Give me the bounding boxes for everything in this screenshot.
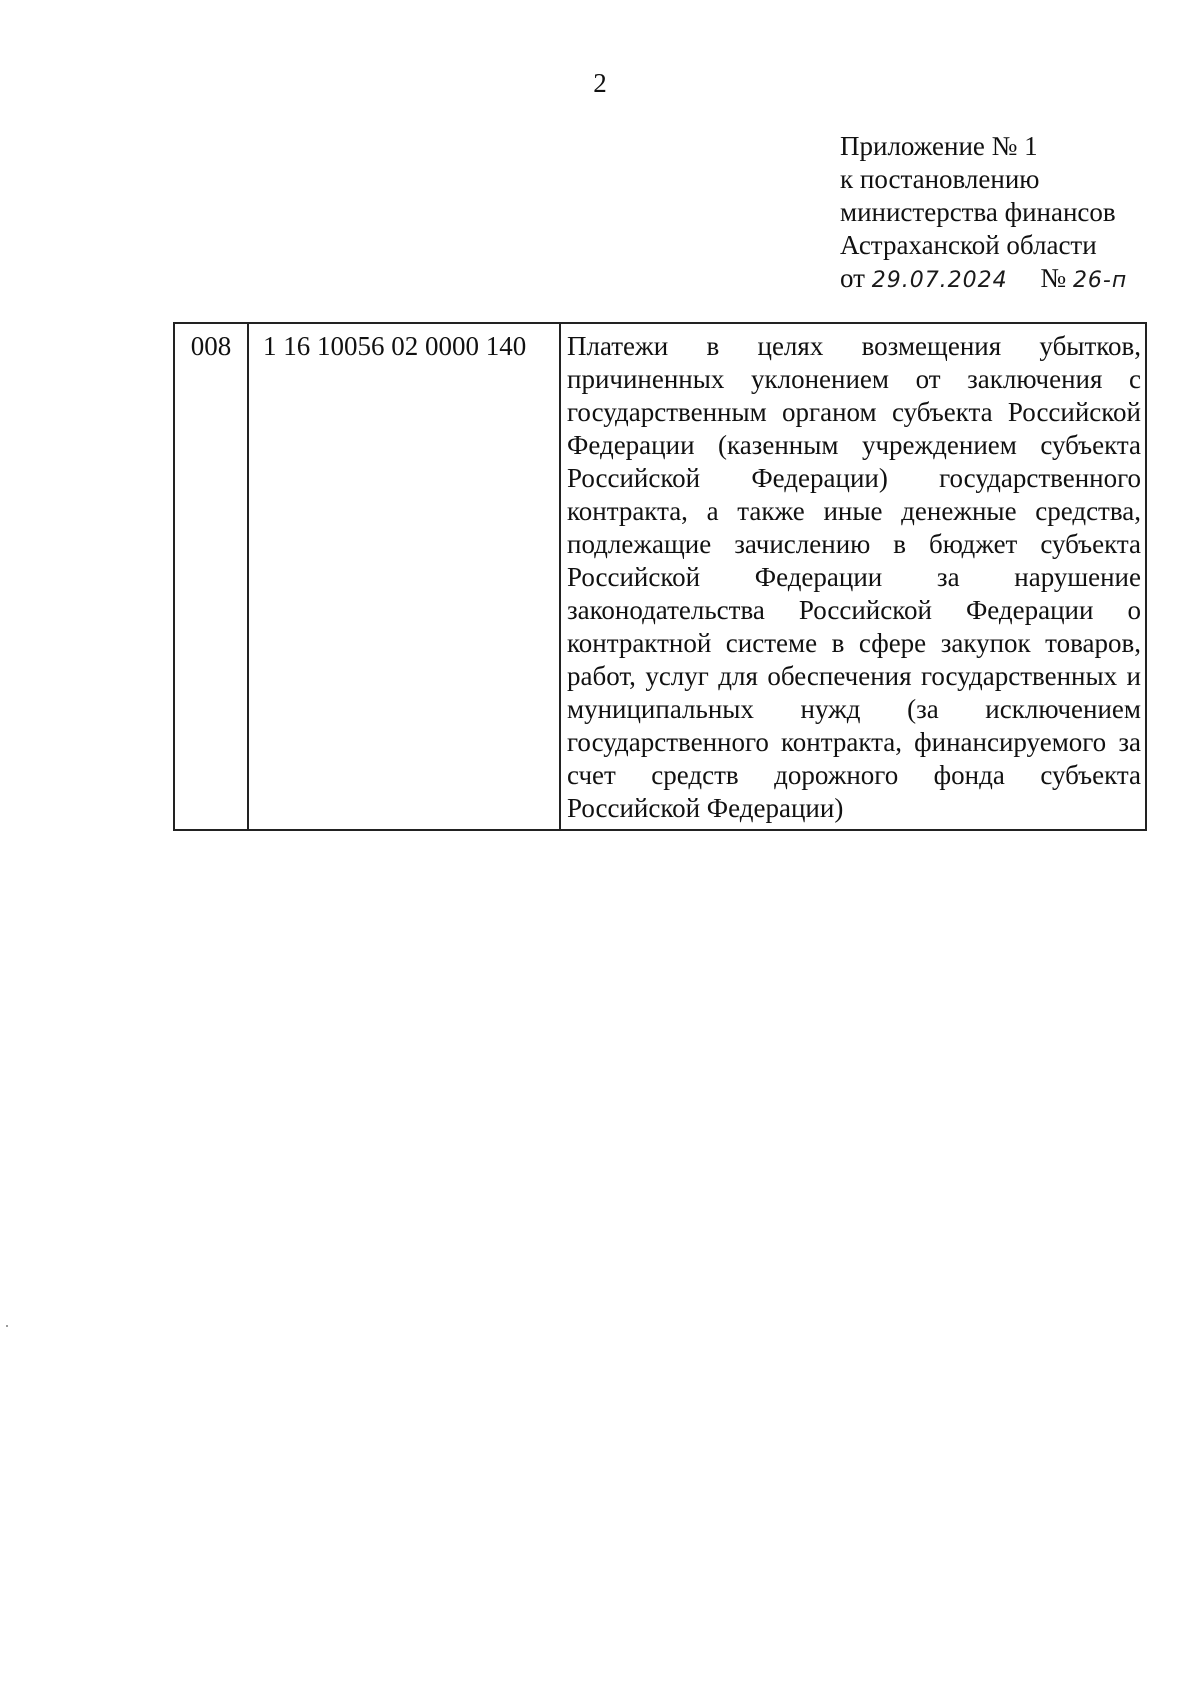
table-row <box>174 323 1146 830</box>
appendix-header <box>840 130 1160 297</box>
handwritten-date: 29.07.2024 <box>871 268 1008 293</box>
appendix-region: Астраханской области <box>840 230 1097 260</box>
handwritten-number: 26-п <box>1072 268 1128 293</box>
number-prefix: № <box>1040 263 1067 293</box>
description-cell: Платежи в целях возмещения убытков, причиненных уклонением от заключения с государственным органом субъекта Российской Федерации (казенным учреждением субъекта Российской Федерации) государственного контракта, а также иные денежные средства, подлежащие зачислению в бюджет субъекта Российской Федерации за нарушение законодательства Российской Федерации о контрактной системе в сфере закупок товаров, работ, услуг для обеспечения государственных и муниципальных нужд (за исключением государственного контракта, финансируемого за счет средств дорожного фонда субъекта Российской Федерации) <box>560 323 1146 830</box>
page-number: 2 <box>593 68 607 98</box>
scan-artifact <box>6 1325 8 1327</box>
kbk-code-cell: 1 16 10056 02 0000 140 <box>248 323 560 830</box>
date-prefix: от <box>840 263 865 293</box>
appendix-title: Приложение № 1 <box>840 131 1038 161</box>
appendix-ministry: министерства финансов <box>840 197 1116 227</box>
appendix-reference: к постановлению <box>840 164 1040 194</box>
budget-code-table <box>173 322 1147 831</box>
admin-code-cell: 008 <box>174 323 248 830</box>
appendix-date-line <box>840 262 1160 297</box>
